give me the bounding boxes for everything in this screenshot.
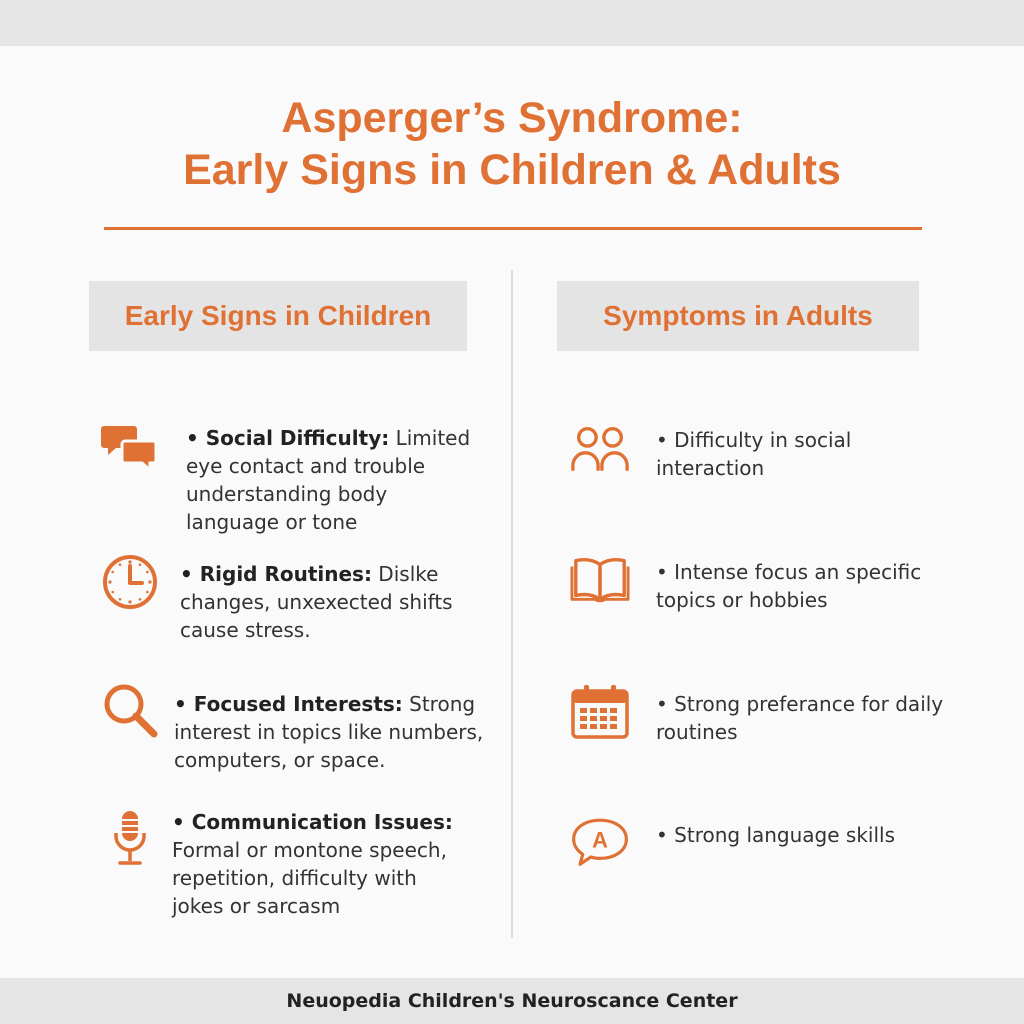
item-bold-label: • Rigid Routines: xyxy=(180,562,372,586)
adults-item-social-text: • Difficulty in social interaction xyxy=(656,428,852,480)
letter-a-speech-icon xyxy=(570,812,630,872)
item-bold-label: • Communication Issues: xyxy=(172,810,453,834)
children-item-communication-text xyxy=(172,808,472,920)
microphone-icon xyxy=(100,808,160,868)
title-line-2: Early Signs in Children & Adults xyxy=(183,146,841,194)
calendar-icon xyxy=(570,682,630,742)
item-bold-label: • Social Difficulty: xyxy=(186,426,390,450)
children-heading: Early Signs in Children xyxy=(89,281,467,351)
title-line-1: Asperger’s Syndrome: xyxy=(281,94,743,142)
page-title xyxy=(0,92,1024,196)
svg-text:A: A xyxy=(592,827,608,853)
adults-item-routines-text: • Strong preferance for daily routines xyxy=(656,692,944,744)
item-description: Formal or montone speech, repetition, difficulty with jokes or sarcasm xyxy=(172,838,447,918)
item-description: Strong interest in topics like numbers, computers, or space. xyxy=(174,692,484,772)
adults-item-language-text: • Strong language skills xyxy=(656,823,896,847)
clock-icon xyxy=(100,552,160,612)
item-bold-label: • Focused Interests: xyxy=(174,692,403,716)
item-description: Dislke changes, unxexected shifts cause stress. xyxy=(180,562,453,642)
children-item-routines-text xyxy=(180,560,480,644)
speech-bubbles-icon xyxy=(100,418,160,478)
adults-heading: Symptoms in Adults xyxy=(557,281,919,351)
column-divider xyxy=(511,270,513,938)
adults-item-focus-text: • Intense focus an specific topics or hobbies xyxy=(656,560,922,612)
item-description: Limited eye contact and trouble understanding body language or tone xyxy=(186,426,471,534)
footer-credit: Neuopedia Children's Neuroscance Center xyxy=(0,978,1024,1024)
open-book-icon xyxy=(570,550,630,610)
magnifier-icon xyxy=(100,680,160,740)
children-item-interests-text xyxy=(174,690,504,774)
top-band xyxy=(0,0,1024,46)
title-underline xyxy=(104,227,922,230)
people-icon xyxy=(570,418,630,478)
children-item-social-text xyxy=(186,424,476,536)
